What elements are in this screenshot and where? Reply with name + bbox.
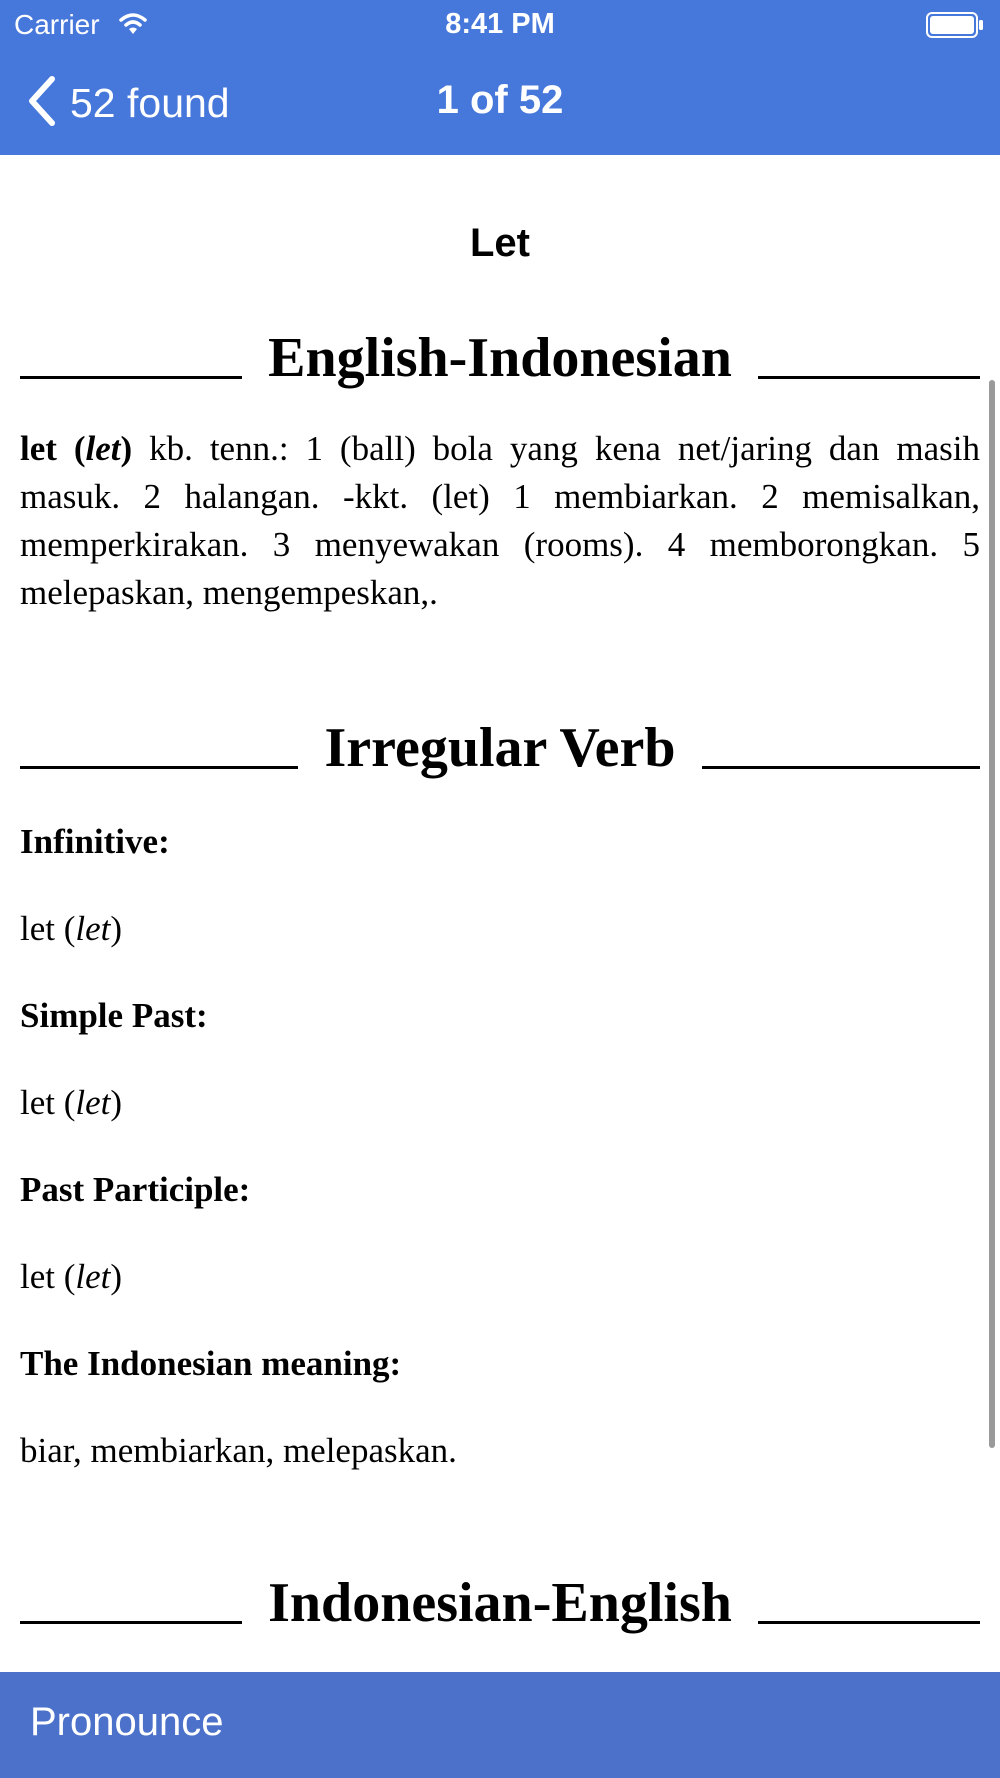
definition-paragraph: let (let) kb. tenn.: 1 (ball) bola yang kena net/jaring dan masih masuk. 2 halangan. -kkt. (let) 1 membiarkan. 2 memisalkan, memperkirakan. 3 menyewakan (rooms). 4 memborongkan. 5 melepaskan, mengempeskan,. [20,429,981,612]
headword: let [20,429,57,468]
section-title: English-Indonesian [268,327,732,389]
meaning-value: biar, membiarkan, melepaskan. [20,1431,457,1470]
section-heading-irregular-verb [20,713,980,783]
simple-past-value: let (let) [20,1083,123,1122]
divider [758,1621,980,1624]
section-heading-indonesian-english [20,1568,980,1638]
past-participle-value: let (let) [20,1257,123,1296]
status-bar [0,0,1000,50]
divider [20,1621,242,1624]
pronounce-button[interactable]: Pronounce [30,1700,224,1744]
word-title: Let [470,221,530,265]
meaning-label: The Indonesian meaning: [20,1344,402,1383]
divider [758,376,980,379]
divider [20,766,298,769]
section-title: Irregular Verb [324,717,676,779]
navigation-bar [0,0,1000,155]
nav-row [0,60,1000,144]
entry-content[interactable] [0,155,1000,1672]
scrollbar[interactable] [989,380,995,1448]
infinitive-label: Infinitive: [20,822,170,861]
status-time: 8:41 PM [445,8,555,40]
past-participle-label: Past Participle: [20,1170,251,1209]
definition-text: kb. tenn.: 1 (ball) bola yang kena net/jaring dan masih masuk. 2 halangan. -kkt. (let) 1 membiarkan. 2 memisalkan, memperkirakan. 3 menyewakan (rooms). 4 memborongkan. 5 melepaskan, mengempeskan,. [20,429,981,612]
back-label: 52 found [70,79,230,126]
battery-icon [926,12,984,38]
section-heading-english-indonesian [20,323,980,393]
bottom-toolbar [0,1672,1000,1778]
infinitive-value: let (let) [20,909,123,948]
section-title: Indonesian-English [268,1572,732,1634]
page-title: 1 of 52 [436,78,564,122]
pronunciation: let [85,429,121,468]
simple-past-label: Simple Past: [20,996,208,1035]
divider [702,766,980,769]
divider [20,376,242,379]
carrier-label: Carrier [14,9,100,40]
